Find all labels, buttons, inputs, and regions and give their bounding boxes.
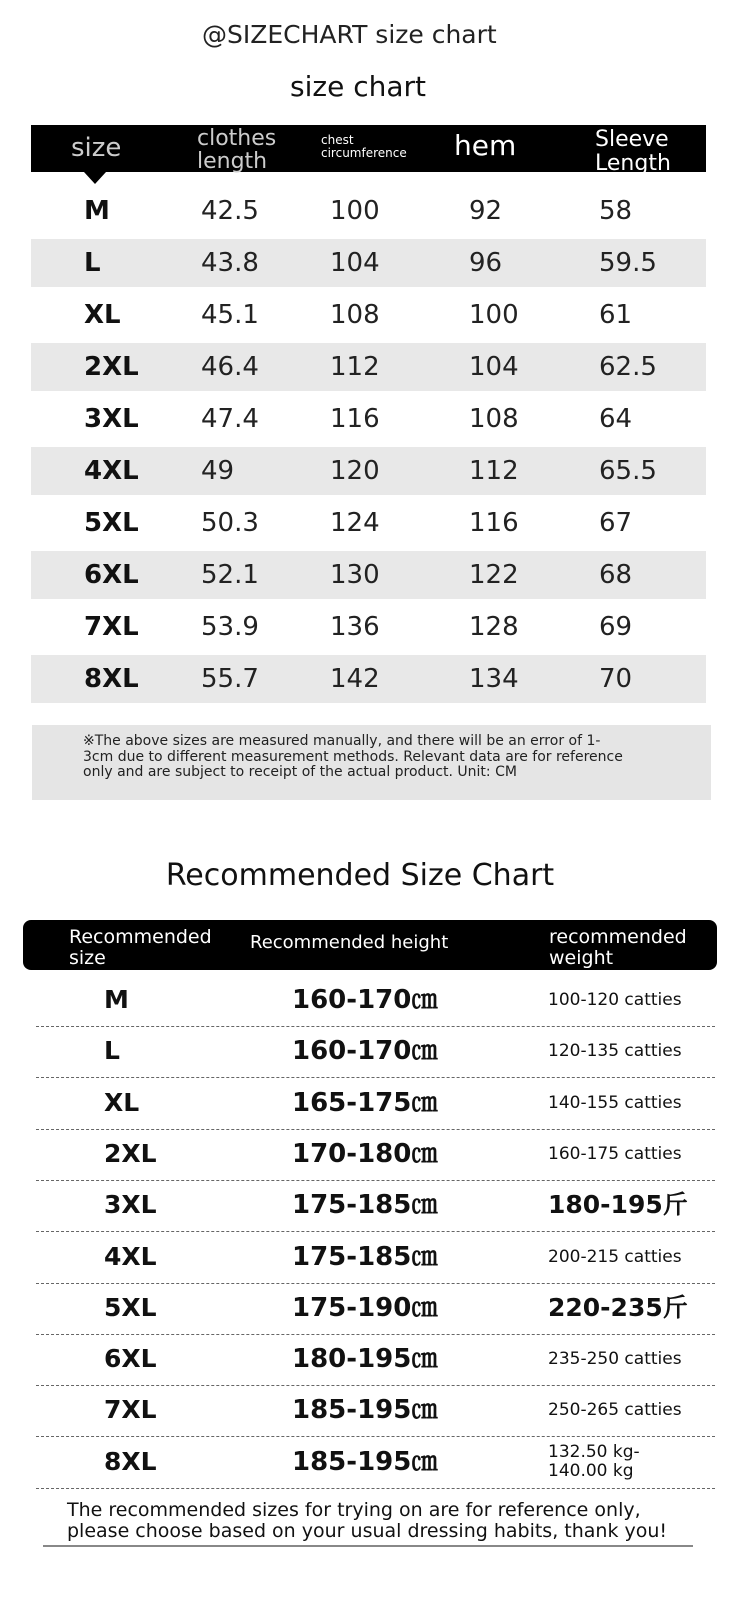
cell-recommended-weight: 160-175 catties xyxy=(548,1143,682,1164)
cell-recommended-height: 175-185㎝ xyxy=(292,1190,438,1221)
cell-recommended-weight: 120-135 catties xyxy=(548,1041,682,1062)
cell-recommended-height: 165-175㎝ xyxy=(292,1087,438,1118)
table-row xyxy=(31,551,706,599)
header-pointer-arrow xyxy=(84,172,106,184)
cell-clothes-length: 50.3 xyxy=(201,508,259,538)
table-row xyxy=(31,603,706,651)
table-row xyxy=(31,343,706,391)
cell-recommended-weight: 235-250 catties xyxy=(548,1349,682,1370)
header-recommended-size: Recommended size xyxy=(69,926,212,969)
cell-sleeve: 65.5 xyxy=(599,456,657,486)
watermark-text: @SIZECHART size chart xyxy=(202,20,497,49)
cell-sleeve: 61 xyxy=(599,300,633,330)
cell-sleeve: 59.5 xyxy=(599,248,657,278)
cell-recommended-weight: 200-215 catties xyxy=(548,1246,682,1267)
table-row xyxy=(36,1437,715,1489)
cell-recommended-height: 185-195㎝ xyxy=(292,1395,438,1426)
measurement-note xyxy=(32,725,711,800)
cell-chest: 130 xyxy=(330,560,380,590)
table-row xyxy=(36,1283,715,1335)
table-row xyxy=(31,655,706,703)
cell-size: XL xyxy=(84,300,121,330)
cell-chest: 104 xyxy=(330,248,380,278)
cell-chest: 142 xyxy=(330,664,380,694)
cell-sleeve: 67 xyxy=(599,508,633,538)
table-row xyxy=(31,239,706,287)
cell-recommended-height: 185-195㎝ xyxy=(292,1446,438,1477)
cell-recommended-size: 6XL xyxy=(104,1344,157,1374)
cell-chest: 116 xyxy=(330,404,380,434)
cell-hem: 92 xyxy=(469,196,503,226)
cell-sleeve: 68 xyxy=(599,560,633,590)
cell-recommended-weight: 250-265 catties xyxy=(548,1400,682,1421)
cell-recommended-weight: 220-235斤 xyxy=(548,1292,688,1322)
cell-chest: 108 xyxy=(330,300,380,330)
header-recommended-weight: recommended weight xyxy=(549,926,687,969)
cell-size: 2XL xyxy=(84,352,139,382)
cell-recommended-weight: 140-155 catties xyxy=(548,1092,682,1113)
table-row xyxy=(31,499,706,547)
cell-hem: 108 xyxy=(469,404,519,434)
cell-hem: 128 xyxy=(469,612,519,642)
table-row xyxy=(36,1129,715,1181)
cell-sleeve: 70 xyxy=(599,664,633,694)
cell-clothes-length: 53.9 xyxy=(201,612,259,642)
cell-hem: 122 xyxy=(469,560,519,590)
table-row xyxy=(36,1078,715,1130)
cell-recommended-height: 160-170㎝ xyxy=(292,1036,438,1067)
header-chest-circumference: chest circumference xyxy=(321,133,407,160)
cell-recommended-height: 175-185㎝ xyxy=(292,1241,438,1272)
cell-size: 4XL xyxy=(84,456,139,486)
cell-recommended-weight: 100-120 catties xyxy=(548,990,682,1010)
cell-recommended-size: 2XL xyxy=(104,1138,157,1168)
cell-clothes-length: 52.1 xyxy=(201,560,259,590)
cell-recommended-height: 180-195㎝ xyxy=(292,1344,438,1375)
cell-size: 7XL xyxy=(84,612,139,642)
cell-hem: 112 xyxy=(469,456,519,486)
cell-recommended-size: 7XL xyxy=(104,1395,157,1425)
cell-clothes-length: 55.7 xyxy=(201,664,259,694)
recommended-chart-header xyxy=(23,920,717,970)
size-chart-header xyxy=(31,125,706,176)
cell-size: 3XL xyxy=(84,404,139,434)
table-row xyxy=(36,1334,715,1386)
table-row xyxy=(36,1232,715,1284)
cell-recommended-weight: 180-195斤 xyxy=(548,1190,688,1220)
header-clothes-length: clothes length xyxy=(197,126,277,174)
cell-recommended-height: 175-190㎝ xyxy=(292,1292,438,1323)
cell-sleeve: 58 xyxy=(599,196,633,226)
table-row xyxy=(36,1180,715,1232)
cell-recommended-height: 170-180㎝ xyxy=(292,1138,438,1169)
cell-clothes-length: 47.4 xyxy=(201,404,259,434)
footer-note: The recommended sizes for trying on are for reference only, please choose based on your usual dressing habits, thank you! xyxy=(67,1499,668,1542)
cell-clothes-length: 43.8 xyxy=(201,248,259,278)
cell-chest: 100 xyxy=(330,196,380,226)
cell-chest: 136 xyxy=(330,612,380,642)
table-row xyxy=(31,187,706,235)
table-row xyxy=(36,975,715,1027)
table-row xyxy=(31,291,706,339)
cell-hem: 104 xyxy=(469,352,519,382)
cell-size: 6XL xyxy=(84,560,139,590)
cell-size: L xyxy=(84,248,101,278)
cell-recommended-size: M xyxy=(104,985,129,1014)
cell-clothes-length: 45.1 xyxy=(201,300,259,330)
cell-chest: 112 xyxy=(330,352,380,382)
cell-size: M xyxy=(84,196,110,226)
measurement-note-text: ※The above sizes are measured manually, and there will be an error of 1-3cm due to different measurement methods. Relevant data are for reference only and are subject to receipt of the actual product. Unit: CM xyxy=(83,733,623,780)
footer-underline xyxy=(43,1545,693,1547)
cell-recommended-weight: 132.50 kg-140.00 kg xyxy=(548,1441,640,1481)
recommended-chart-title: Recommended Size Chart xyxy=(165,858,555,893)
cell-recommended-size: 5XL xyxy=(104,1292,157,1322)
cell-chest: 120 xyxy=(330,456,380,486)
cell-hem: 116 xyxy=(469,508,519,538)
cell-sleeve: 64 xyxy=(599,404,633,434)
table-row xyxy=(36,1385,715,1437)
cell-size: 8XL xyxy=(84,664,139,694)
cell-sleeve: 69 xyxy=(599,612,633,642)
cell-recommended-size: XL xyxy=(104,1087,140,1117)
cell-recommended-height: 160-170㎝ xyxy=(292,985,438,1015)
cell-recommended-size: 3XL xyxy=(104,1190,157,1220)
cell-clothes-length: 49 xyxy=(201,456,235,486)
header-hem: hem xyxy=(454,129,517,162)
cell-hem: 134 xyxy=(469,664,519,694)
header-recommended-height: Recommended height xyxy=(250,932,449,953)
cell-size: 5XL xyxy=(84,508,139,538)
cell-recommended-size: L xyxy=(104,1036,120,1066)
table-row xyxy=(36,1026,715,1078)
cell-chest: 124 xyxy=(330,508,380,538)
table-row xyxy=(31,447,706,495)
cell-recommended-size: 4XL xyxy=(104,1241,157,1271)
header-sleeve-length: Sleeve Length xyxy=(595,127,671,176)
cell-sleeve: 62.5 xyxy=(599,352,657,382)
cell-hem: 96 xyxy=(469,248,503,278)
cell-hem: 100 xyxy=(469,300,519,330)
cell-recommended-size: 8XL xyxy=(104,1446,157,1476)
size-chart-title: size chart xyxy=(290,70,426,103)
cell-clothes-length: 46.4 xyxy=(201,352,259,382)
header-size: size xyxy=(71,133,122,163)
table-row xyxy=(31,395,706,443)
cell-clothes-length: 42.5 xyxy=(201,196,259,226)
